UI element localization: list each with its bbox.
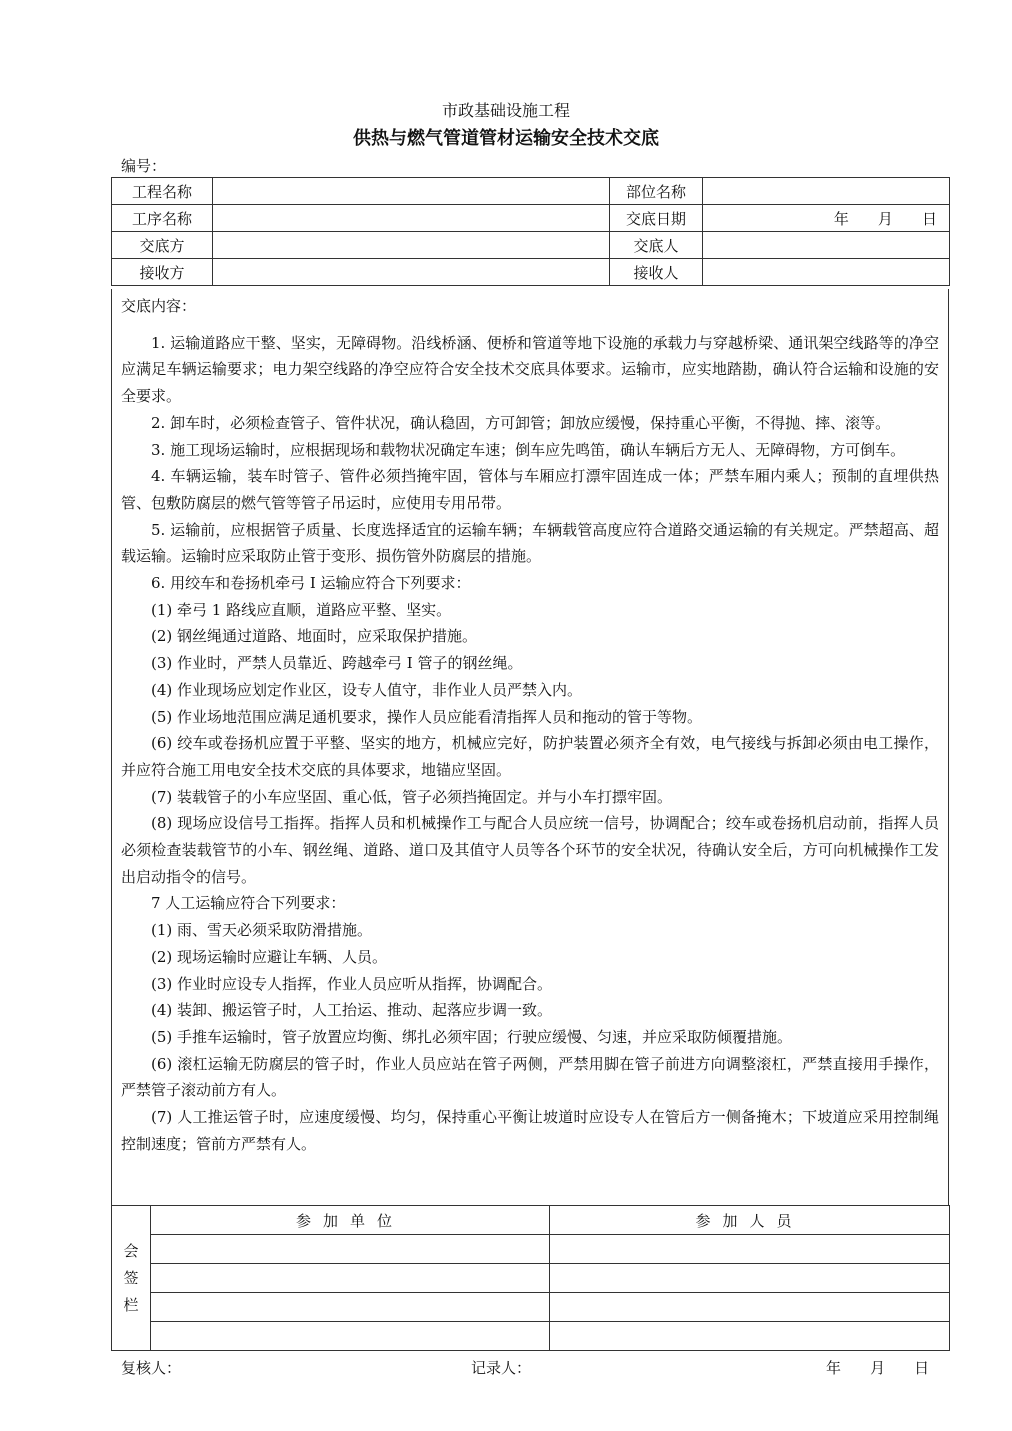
content-paragraph: 7 人工运输应符合下列要求：	[151, 894, 346, 913]
content-paragraph: (3) 作业时，严禁人员靠近、跨越牵弓 I 管子的钢丝绳。	[151, 654, 523, 673]
document-subtitle: 市政基础设施工程	[441, 101, 570, 120]
info-table	[111, 177, 950, 286]
participating-unit-cell[interactable]	[151, 1235, 550, 1264]
content-paragraph: (7) 装载管子的小车应坚固、重心低，管子必须挡掩固定。并与小车打摽牢固。	[151, 787, 673, 806]
table-row	[112, 232, 950, 259]
content-paragraph: (2) 钢丝绳通过道路、地面时，应采取保护措施。	[151, 627, 478, 646]
reviewer-label: 复核人：	[121, 1359, 182, 1377]
participating-person-cell[interactable]	[550, 1264, 950, 1293]
content-paragraph: (2) 现场运输时应避让车辆、人员。	[151, 947, 388, 966]
content-paragraph: (5) 手推车运输时，管子放置应均衡、绑扎必须牢固；行驶应缓慢、匀速，并应采取防倾覆措施。	[151, 1027, 793, 1046]
table-row	[112, 1264, 950, 1293]
content-paragraph: (8) 现场应设信号工指挥。指挥人员和机械操作工与配合人员应统一信号，协调配合；绞车或卷扬机启动前，指挥人员必须检查装载管节的小车、钢丝绳、道路、道口及其值守人员等各个环节的安全状况，待确认安全后，方可向机械操作工发出启动指令的信号。	[121, 814, 939, 886]
process-name-field[interactable]	[213, 205, 610, 232]
receiver-person-label: 接收人	[610, 259, 703, 286]
process-name-label: 工序名称	[112, 205, 213, 232]
content-paragraph: 6. 用绞车和卷扬机牵弓 I 运输应符合下列要求：	[151, 574, 471, 593]
signoff-side-label: 会 签 栏	[112, 1206, 151, 1351]
project-name-label: 工程名称	[112, 178, 213, 205]
content-paragraph: (7) 人工推运管子时，应速度缓慢、均匀，保持重心平衡让坡道时应设专人在管后方一侧备掩木；下坡道应采用控制绳控制速度；管前方严禁有人。	[121, 1108, 939, 1153]
part-name-label: 部位名称	[610, 178, 703, 205]
table-row	[112, 1293, 950, 1322]
content-paragraph: (4) 装卸、搬运管子时，人工抬运、推动、起落应步调一致。	[151, 1001, 553, 1020]
disclosure-content	[111, 289, 949, 1206]
giver-person-field[interactable]	[703, 232, 950, 259]
content-paragraph: (5) 作业场地范围应满足通机要求，操作人员应能看清指挥人员和拖动的管于等物。	[151, 707, 703, 726]
serial-number-label: 编号：	[121, 157, 167, 175]
receiver-party-label: 接收方	[112, 259, 213, 286]
participating-person-header: 参加人员	[550, 1206, 950, 1235]
part-name-field[interactable]	[703, 178, 950, 205]
content-paragraph: (1) 牵弓 1 路线应直顺，道路应平整、坚实。	[151, 600, 452, 619]
footer-date: 年 月 日	[826, 1359, 932, 1377]
receiver-party-field[interactable]	[213, 259, 610, 286]
recorder-label: 记录人：	[471, 1359, 532, 1377]
participating-unit-cell[interactable]	[151, 1322, 550, 1351]
participating-unit-cell[interactable]	[151, 1264, 550, 1293]
giver-party-field[interactable]	[213, 232, 610, 259]
participating-unit-cell[interactable]	[151, 1293, 550, 1322]
document-title: 供热与燃气管道管材运输安全技术交底	[353, 128, 659, 149]
date-field[interactable]: 年 月 日	[703, 205, 950, 232]
giver-person-label: 交底人	[610, 232, 703, 259]
date-label: 交底日期	[610, 205, 703, 232]
content-paragraph: (3) 作业时应设专人指挥，作业人员应听从指挥，协调配合。	[151, 974, 553, 993]
table-row	[112, 1206, 950, 1235]
signoff-table	[111, 1205, 950, 1351]
table-row	[112, 1322, 950, 1351]
project-name-field[interactable]	[213, 178, 610, 205]
giver-party-label: 交底方	[112, 232, 213, 259]
table-row	[112, 259, 950, 286]
table-row	[112, 205, 950, 232]
content-paragraph: (4) 作业现场应划定作业区，设专人值守，非作业人员严禁入内。	[151, 680, 583, 699]
content-paragraph: (1) 雨、雪天必须采取防滑措施。	[151, 921, 373, 940]
content-heading: 交底内容：	[121, 297, 197, 315]
receiver-person-field[interactable]	[703, 259, 950, 286]
content-paragraph: 1. 运输道路应干整、坚实，无障碍物。沿线桥涵、便桥和管道等地下设施的承载力与穿越桥梁、通讯架空线路等的净空应满足车辆运输要求；电力架空线路的净空应符合安全技术交底具体要求。运输市，应实地踏勘，确认符合运输和设施的安全要求。	[121, 333, 939, 406]
content-paragraph: 3. 施工现场运输时，应根据现场和载物状况确定车速；倒车应先鸣笛，确认车辆后方无人、无障碍物，方可倒车。	[151, 440, 906, 459]
content-paragraph: 5. 运输前，应根据管子质量、长度选择适宜的运输车辆；车辆载管高度应符合道路交通运输的有关规定。严禁超高、超载运输。运输时应采取防止管于变形、损伤管外防腐层的措施。	[121, 520, 939, 566]
participating-unit-header: 参加单位	[151, 1206, 550, 1235]
content-paragraph: 2. 卸车时，必须检查管子、管件状况，确认稳固，方可卸管；卸放应缓慢，保持重心平衡，不得抛、摔、滚等。	[151, 413, 891, 432]
participating-person-cell[interactable]	[550, 1235, 950, 1264]
table-row	[112, 178, 950, 205]
table-row	[112, 1235, 950, 1264]
content-paragraph: 4. 车辆运输，装车时管子、管件必须挡掩牢固，管体与车厢应打漂牢固连成一体；严禁车厢内乘人；预制的直埋供热管、包敷防腐层的燃气管等管子吊运时，应使用专用吊带。	[121, 467, 939, 512]
participating-person-cell[interactable]	[550, 1322, 950, 1351]
content-paragraph: (6) 绞车或卷扬机应置于平整、坚实的地方，机械应完好，防护装置必须齐全有效，电气接线与拆卸必须由电工操作，并应符合施工用电安全技术交底的具体要求，地锚应坚固。	[121, 734, 939, 779]
participating-person-cell[interactable]	[550, 1293, 950, 1322]
content-paragraph: (6) 滚杠运输无防腐层的管子时，作业人员应站在管子两侧，严禁用脚在管子前进方向调整滚杠，严禁直接用手操作，严禁管子滚动前方有人。	[121, 1054, 939, 1100]
